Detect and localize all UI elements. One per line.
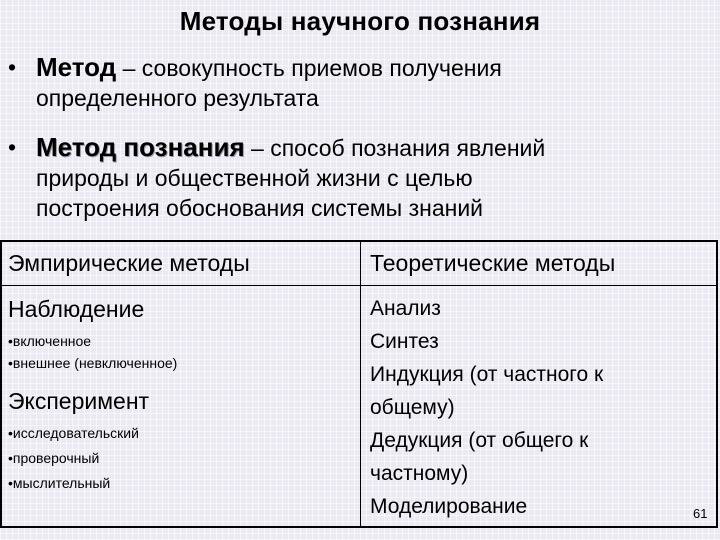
definition-line: построения обоснования системы знаний [36,195,484,221]
page-number: 61 [693,506,708,521]
theoretical-method: Индукция (от частного к [370,363,604,386]
term-dash: – [244,135,271,161]
header-empirical-methods: Эмпирические методы [8,250,250,276]
term-method: Метод [36,52,117,82]
methods-table [0,240,718,528]
term-dash: – [116,55,142,81]
slide-title: Методы научного познания [179,6,541,36]
definition-line: совокупность приемов получения [141,55,502,81]
term-cognition-method: Метод познания [36,132,245,162]
observation-subitem: •включенное [8,333,92,349]
header-theoretical-methods: Теоретические методы [370,250,616,276]
theoretical-method: Синтез [370,330,439,353]
experiment-subitem: •исследовательский [8,425,139,441]
bullet-marker: • [8,134,17,160]
bullet-marker: • [8,54,17,80]
theoretical-method: общему) [370,396,455,419]
header-divider [2,285,716,286]
theoretical-method: частному) [370,462,469,485]
theoretical-method: Дедукция (от общего к [370,429,589,452]
definition-line: природы и общественной жизни с целью [36,165,473,191]
observation-subitem: •внешнее (невключенное) [8,355,178,371]
theoretical-method: Анализ [370,297,441,320]
experiment-subitem: •мыслительный [8,475,111,491]
theoretical-methods-list [370,292,670,523]
experiment-subitem: •проверочный [8,450,100,466]
definition-line: определенного результата [36,85,319,111]
empirical-method-experiment: Эксперимент [8,388,150,414]
definition-line: способ познания явлений [270,135,546,161]
empirical-method-observation: Наблюдение [8,296,145,322]
theoretical-method: Моделирование [370,495,528,518]
